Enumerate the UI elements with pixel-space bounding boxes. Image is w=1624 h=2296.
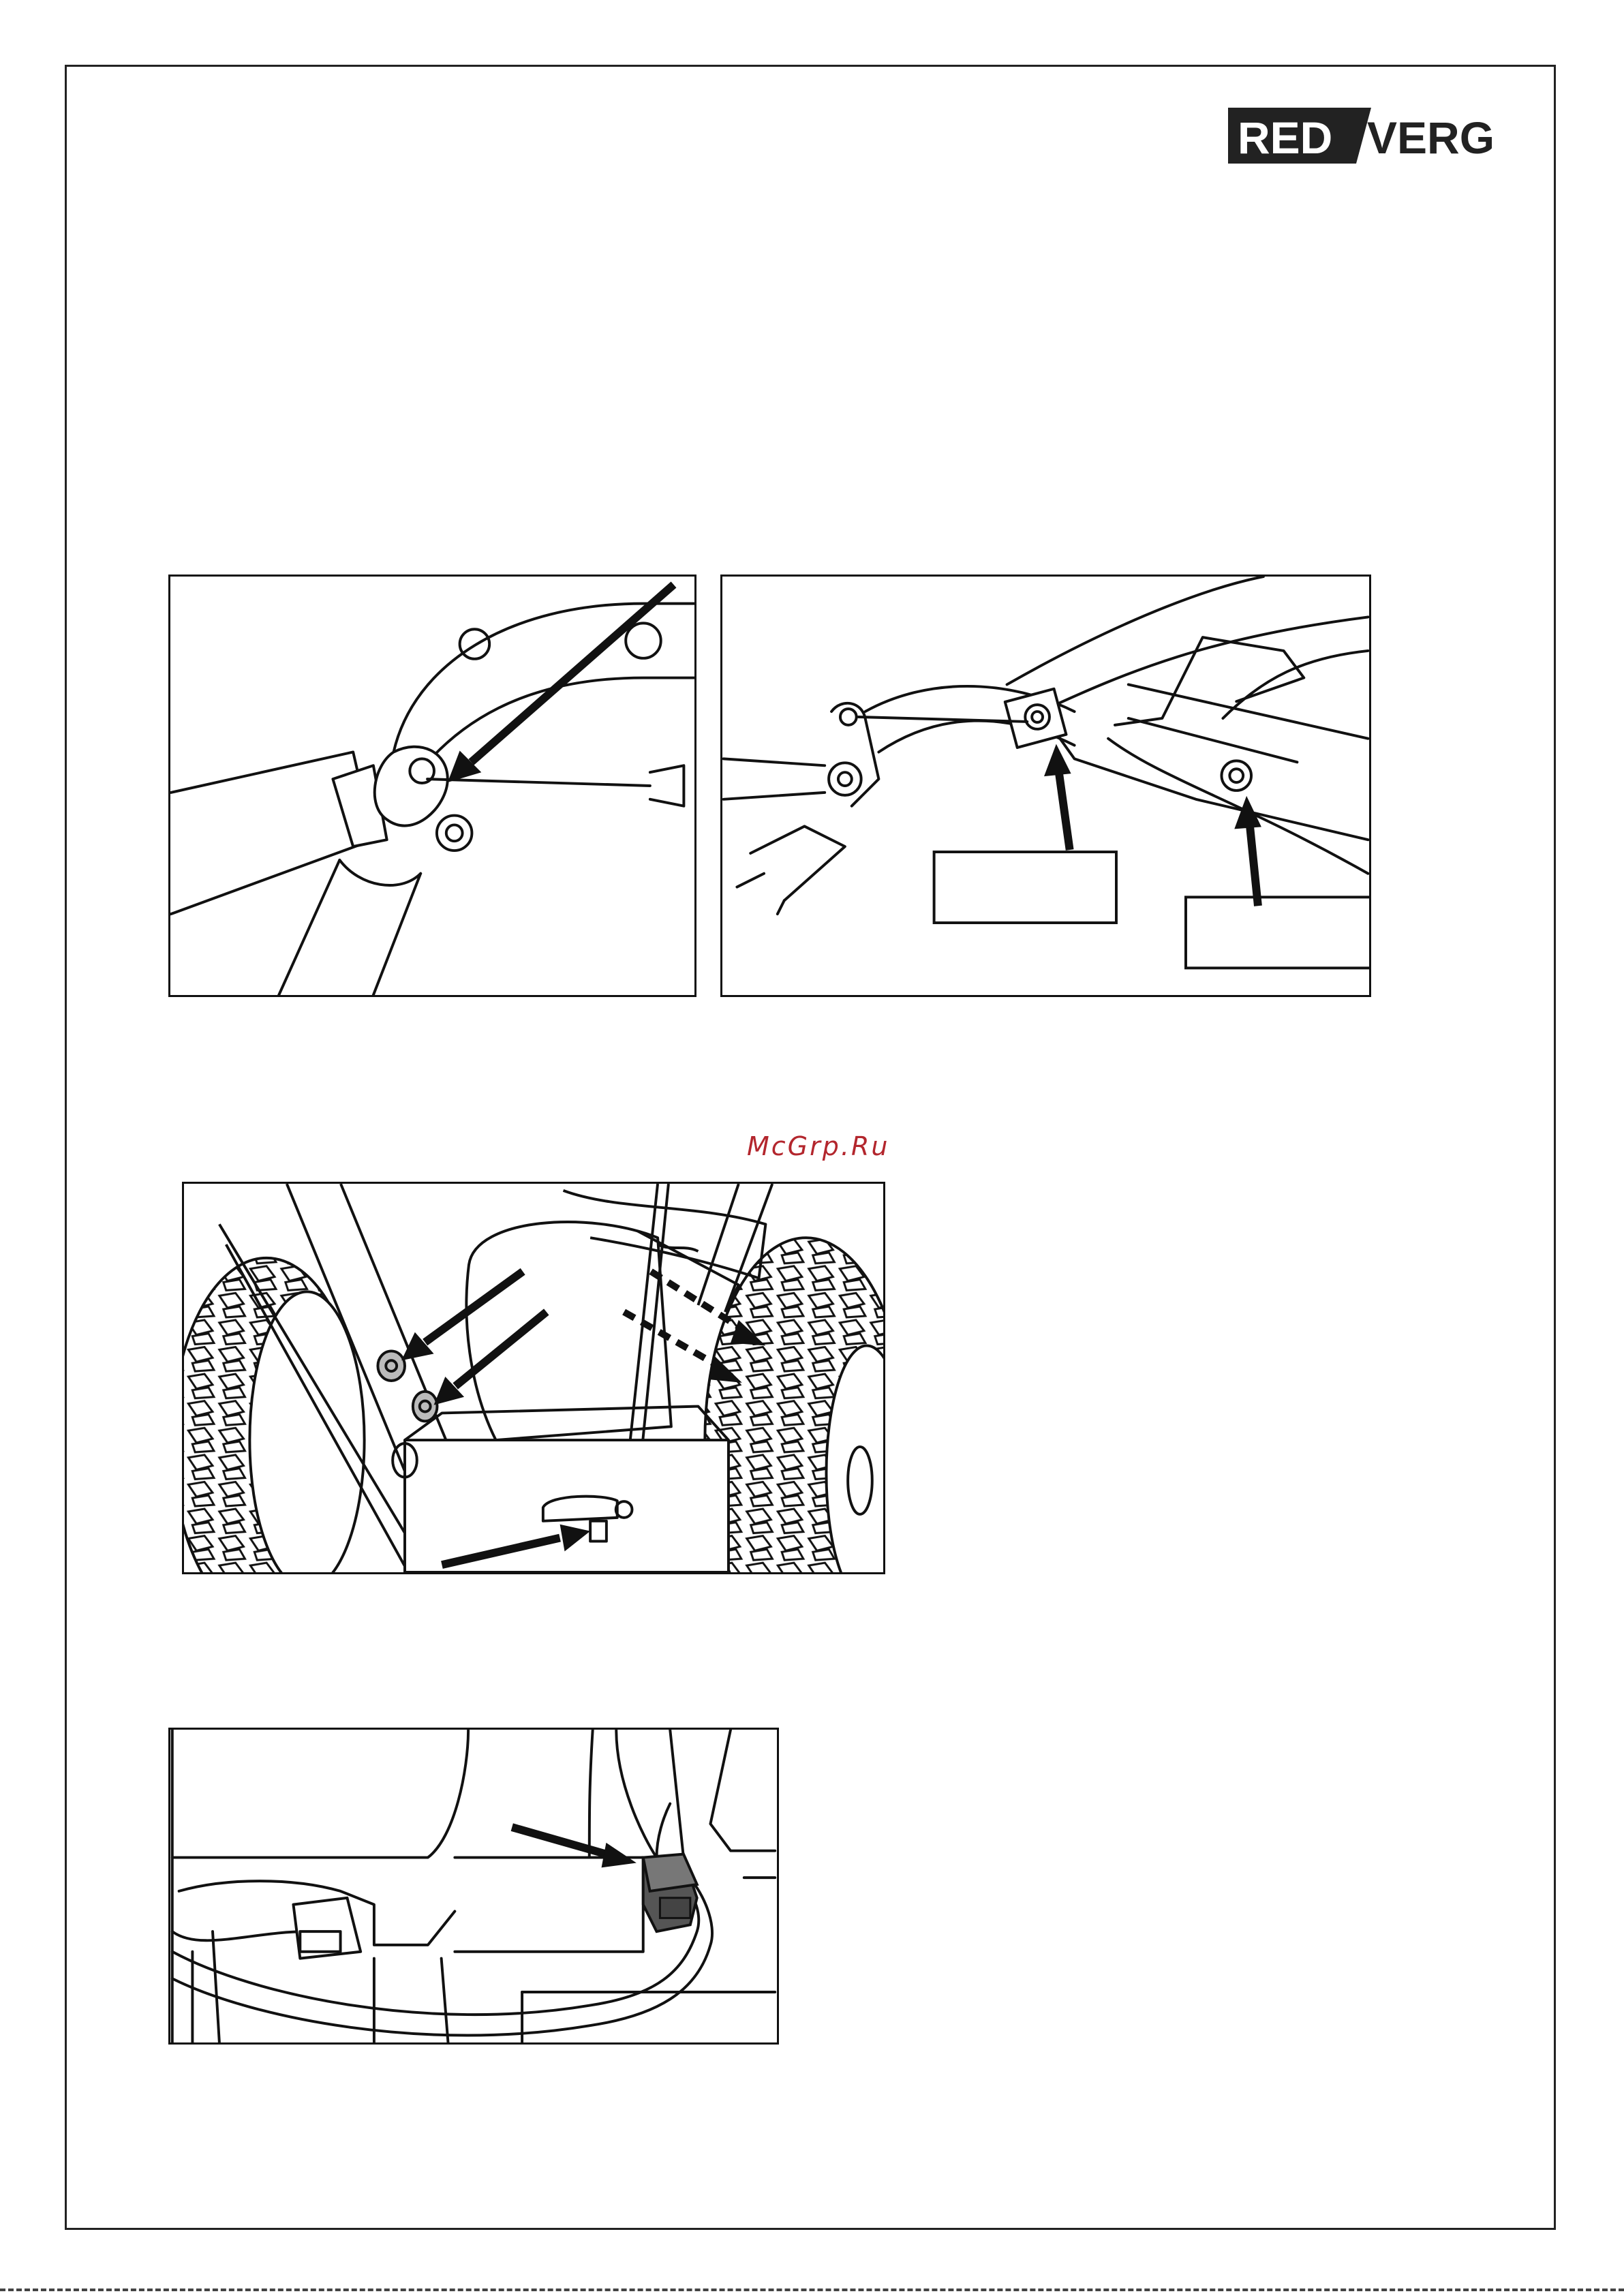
figure-handle-pivot [168, 575, 696, 997]
callout-arrow [471, 585, 673, 762]
label-box-left [934, 852, 1116, 923]
connector-plug [643, 1854, 697, 1932]
svg-text:RED: RED [1238, 112, 1333, 163]
figure-cable-connector [168, 1728, 779, 2045]
handle-pivot-illustration [170, 577, 694, 995]
svg-text:VERG: VERG [1367, 112, 1495, 163]
callout-arrow-right [1250, 826, 1258, 906]
redverg-logo [1228, 108, 1495, 164]
cable-clamp-illustration [722, 577, 1369, 995]
page-bottom-rule [0, 2289, 1624, 2291]
arrow-head-icon [602, 1843, 637, 1868]
figure-wheels-chute-bolts [182, 1182, 885, 1574]
wheels-illustration [184, 1184, 883, 1572]
callout-arrow-left [1059, 772, 1070, 850]
label-box-right [1186, 897, 1369, 968]
cable-connector-illustration [170, 1730, 777, 2042]
callout-arrow [512, 1827, 606, 1854]
figure-cable-clamp [720, 575, 1371, 997]
watermark: McGrp.Ru [747, 1131, 890, 1161]
